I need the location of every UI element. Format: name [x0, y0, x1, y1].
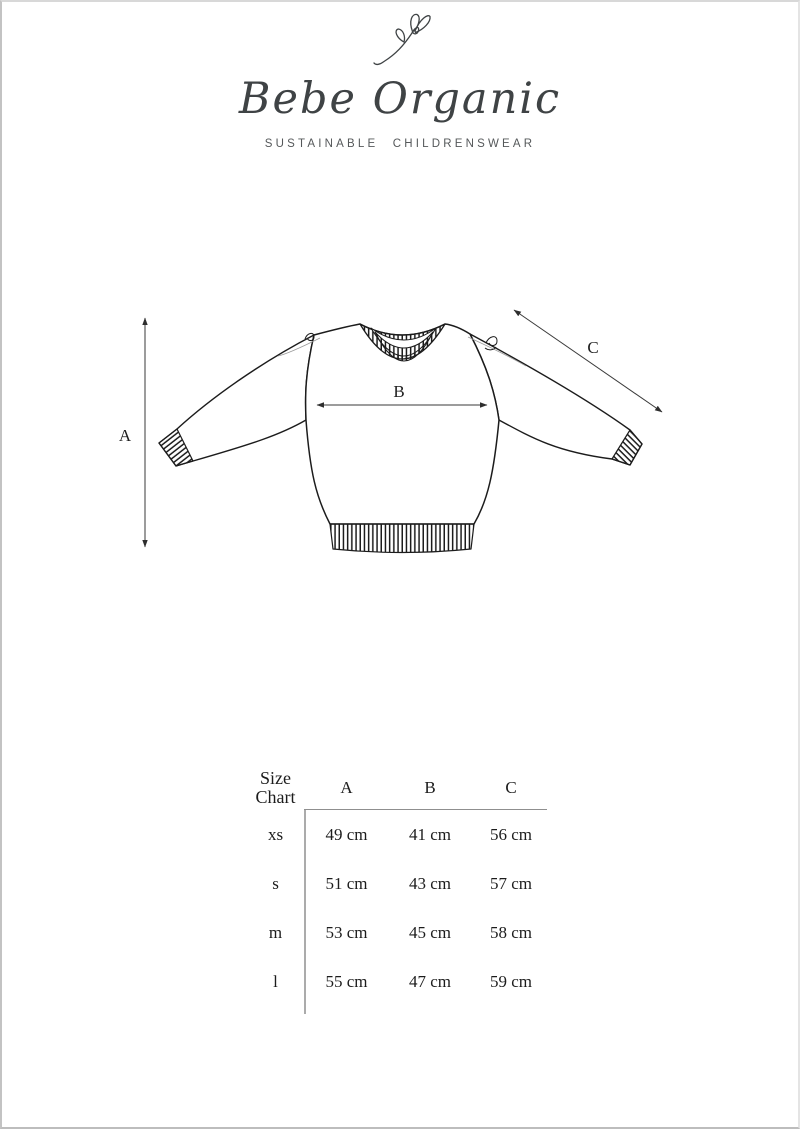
row-size-label: l — [273, 971, 278, 991]
column-header-a: A — [340, 777, 353, 797]
table-vertical-rule — [304, 810, 306, 1014]
brand-name: Bebe Organic — [238, 74, 562, 124]
measure-label-b: B — [393, 382, 405, 401]
cell-value: 49 cm — [325, 824, 368, 844]
row-size-label: s — [272, 873, 279, 893]
row-size-label: m — [268, 922, 283, 942]
hem-rib — [330, 524, 474, 553]
cell-value: 51 cm — [325, 873, 368, 893]
cell-value: 53 cm — [325, 922, 368, 942]
cell-value: 47 cm — [408, 971, 452, 991]
measure-label-a: A — [118, 426, 132, 445]
column-header-c: C — [505, 777, 517, 797]
row-size-label: xs — [267, 824, 284, 844]
sweater-measurement-diagram — [102, 292, 682, 572]
cell-value: 57 cm — [489, 873, 533, 893]
leaf-branch-icon — [370, 12, 434, 75]
cell-value: 45 cm — [408, 922, 452, 942]
table-title: Size Chart — [255, 767, 296, 807]
measure-label-c: C — [587, 338, 599, 357]
cell-value: 56 cm — [489, 824, 533, 844]
size-chart-table — [247, 765, 551, 1010]
cell-value: 55 cm — [325, 971, 368, 991]
column-header-b: B — [424, 777, 436, 797]
cell-value: 58 cm — [489, 922, 533, 942]
cell-value: 59 cm — [489, 971, 533, 991]
cell-value: 43 cm — [408, 873, 452, 893]
cell-value: 41 cm — [408, 824, 452, 844]
brand-tagline: SUSTAINABLE CHILDRENSWEAR — [264, 138, 536, 150]
table-horizontal-rule — [304, 809, 547, 810]
